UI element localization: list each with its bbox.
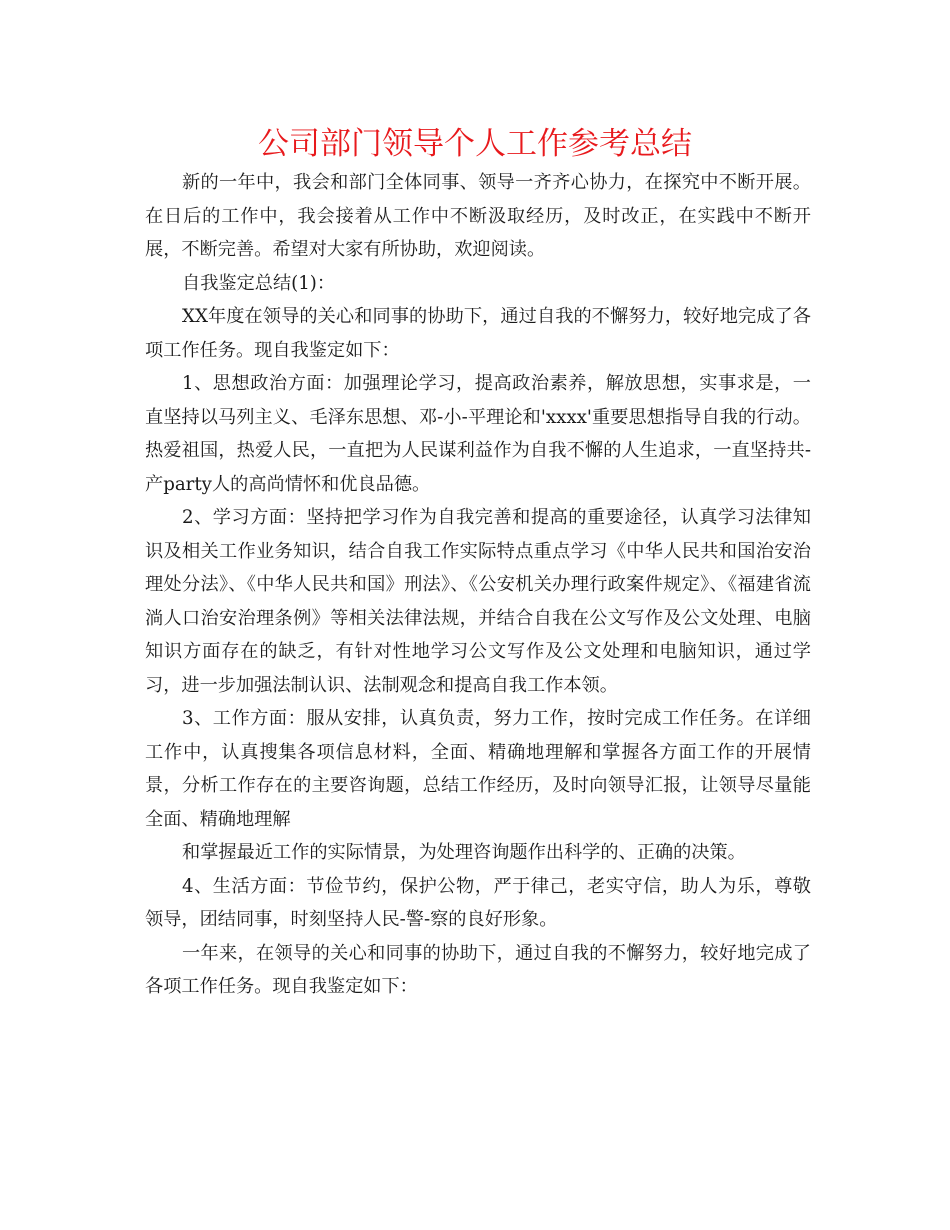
paragraph-life: 4、生活方面：节俭节约，保护公物，严于律己，老实守信，助人为乐，尊敬领导，团结同事，时刻坚持人民-警-察的良好形象。 <box>145 875 811 930</box>
paragraph-political: 1、思想政治方面：加强理论学习，提高政治素养，解放思想，实事求是，一直坚持以马列主义、毛泽东思想、邓-小-平理论和'xxxx'重要思想指导自我的行动。热爱祖国，热爱人民，一直把为人民谋利益作为自我不懈的人生追求，一直坚持共-产party人的高尚情怀和优良品德。 <box>145 373 811 495</box>
paragraph-section-heading: 自我鉴定总结(1)： <box>182 272 336 294</box>
document-title: 公司部门领导个人工作参考总结 <box>258 126 692 162</box>
paragraph-year-summary: XX年度在领导的关心和同事的协助下，通过自我的不懈努力，较好地完成了各项工作任务。现自我鉴定如下： <box>145 306 811 361</box>
paragraph-study: 2、学习方面：坚持把学习作为自我完善和提高的重要途径，认真学习法律知识及相关工作业务知识，结合自我工作实际特点重点学习《中华人民共和国治安治理处分法》、《中华人民共和国》刑法》、《公安机关办理行政案件规定》、《福建省流淌人口治安治理条例》等相关法律法规，并结合自我在公文写作及公文处理、电脑知识方面存在的缺乏，有针对性地学习公文写作及公文处理和电脑知识，通过学习，进一步加强法制认识、法制观念和提高自我工作本领。 <box>145 507 811 696</box>
paragraph-intro: 新的一年中，我会和部门全体同事、领导一齐齐心协力，在探究中不断开展。在日后的工作中，我会接着从工作中不断汲取经历，及时改正，在实践中不断开展，不断完善。希望对大家有所协助，欢迎阅读。 <box>145 172 811 260</box>
paragraph-work-continued: 和掌握最近工作的实际情景，为处理咨询题作出科学的、正确的决策。 <box>182 842 746 863</box>
paragraph-conclusion: 一年来，在领导的关心和同事的协助下，通过自我的不懈努力，较好地完成了各项工作任务。现自我鉴定如下： <box>145 942 811 997</box>
document-body <box>145 166 811 1004</box>
paragraph-work: 3、工作方面：服从安排，认真负责，努力工作，按时完成工作任务。在详细工作中，认真搜集各项信息材料，全面、精确地理解和掌握各方面工作的开展情景，分析工作存在的主要咨询题，总结工作经历，及时向领导汇报，让领导尽量能全面、精确地理解 <box>145 708 811 830</box>
